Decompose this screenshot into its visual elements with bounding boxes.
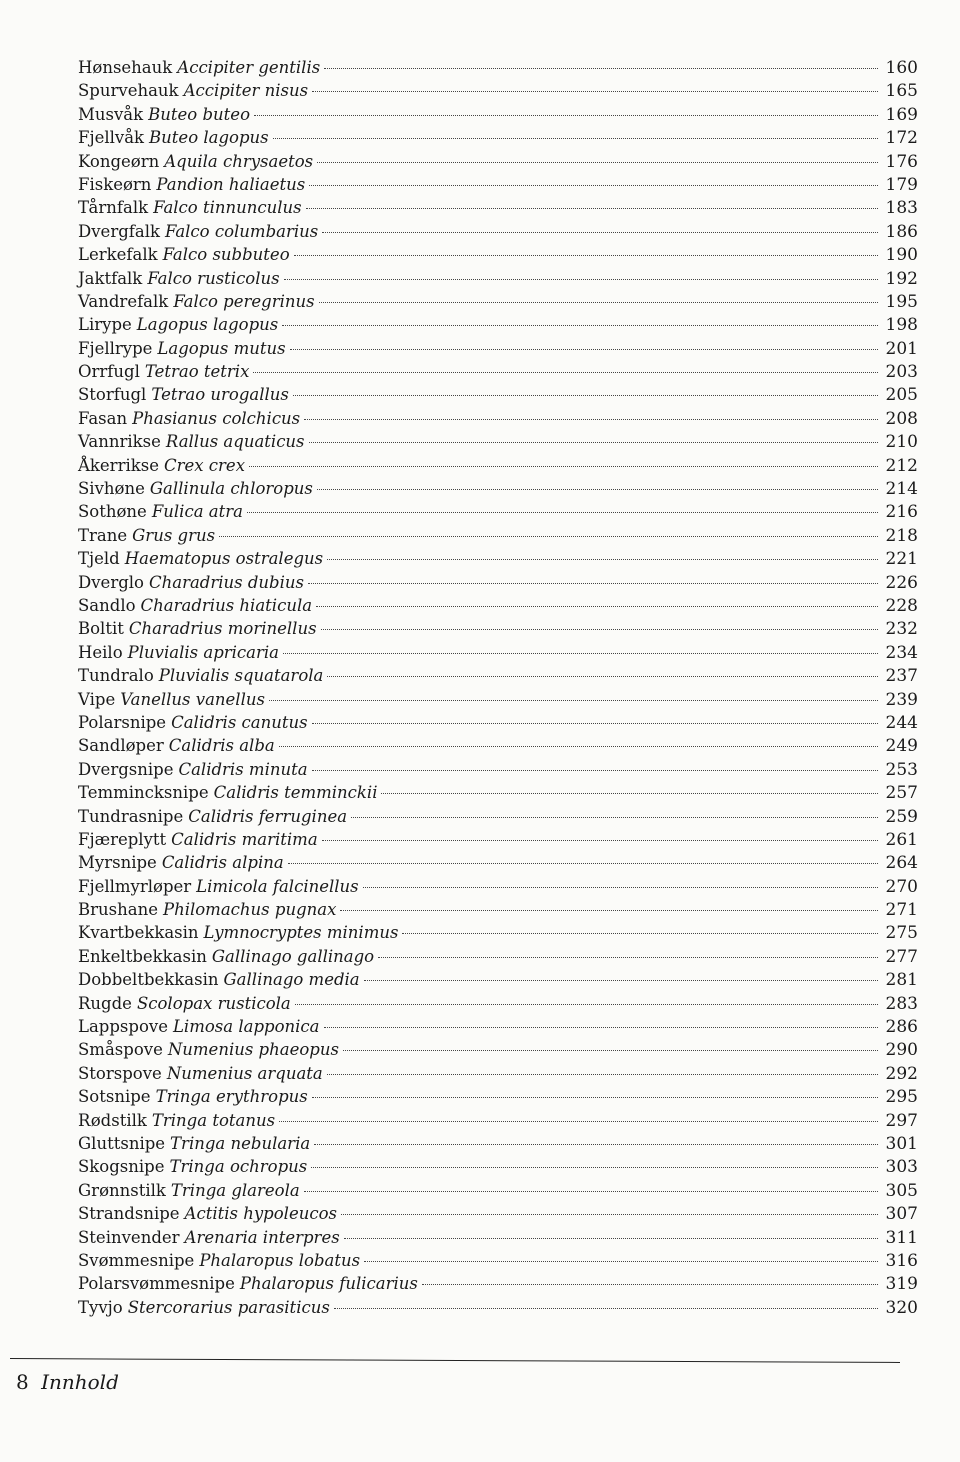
toc-entry [78, 1109, 918, 1132]
toc-dot-leader [317, 162, 878, 163]
toc-dot-leader [294, 255, 878, 256]
toc-entry-page-number: 271 [885, 900, 918, 921]
toc-entry-scientific-name: Calidris temminckii [213, 783, 378, 803]
toc-dot-leader [316, 606, 878, 607]
toc-dot-leader [327, 676, 878, 677]
toc-entry-name: Hønsehauk [78, 58, 173, 77]
toc-entry-name: Trane [78, 525, 128, 545]
toc-entry [78, 243, 918, 266]
toc-entry-name: Temmincksnipe [78, 783, 209, 803]
toc-entry-scientific-name: Crex crex [163, 455, 245, 475]
table-of-contents [78, 56, 918, 1319]
toc-entry-scientific-name: Falco rusticolus [147, 268, 280, 288]
toc-entry-name: Tårnfalk [78, 198, 149, 218]
toc-dot-leader [306, 208, 878, 209]
toc-entry-page-number: 283 [885, 993, 918, 1014]
toc-entry [78, 1038, 918, 1061]
toc-entry-page-number: 281 [885, 970, 918, 991]
toc-dot-leader [311, 1167, 878, 1168]
toc-entry-page-number: 261 [885, 829, 918, 850]
toc-entry [78, 992, 918, 1015]
toc-entry-name: Sotsnipe [78, 1087, 151, 1107]
toc-entry-name: Vandrefalk [78, 291, 169, 311]
toc-entry-scientific-name: Scolopax rusticola [136, 993, 291, 1013]
toc-dot-leader [273, 138, 878, 139]
toc-entry [78, 1296, 918, 1319]
toc-entry-name: Sandløper [78, 736, 164, 756]
toc-entry-name: Vannrikse [78, 432, 161, 452]
toc-entry-name: Rugde [78, 993, 132, 1013]
toc-dot-leader [290, 349, 878, 350]
toc-entry-scientific-name: Charadrius hiaticula [140, 595, 313, 615]
toc-entry-name: Svømmesnipe [78, 1250, 195, 1270]
toc-entry-page-number: 160 [885, 58, 918, 78]
toc-entry-page-number: 179 [885, 174, 918, 195]
toc-entry [78, 407, 918, 430]
toc-entry-page-number: 214 [885, 479, 918, 500]
toc-entry-name: Brushane [78, 900, 158, 920]
toc-entry-scientific-name: Phalaropus fulicarius [239, 1274, 418, 1294]
toc-entry [78, 383, 918, 406]
toc-entry-scientific-name: Lymnocryptes minimus [203, 923, 399, 943]
toc-entry [78, 150, 918, 173]
toc-dot-leader [247, 512, 878, 513]
toc-entry-scientific-name: Calidris maritima [171, 829, 318, 849]
toc-entry-name: Dvergsnipe [78, 759, 174, 779]
toc-entry-name: Skogsnipe [78, 1157, 165, 1177]
toc-entry-scientific-name: Pandion haliaetus [156, 174, 306, 194]
toc-entry-page-number: 311 [885, 1227, 918, 1248]
toc-entry-page-number: 169 [885, 104, 918, 125]
toc-entry-name: Lappspove [78, 1017, 168, 1037]
toc-entry-scientific-name: Limosa lapponica [172, 1017, 320, 1037]
toc-dot-leader [344, 1238, 878, 1239]
toc-entry-page-number: 239 [885, 689, 918, 710]
toc-entry-page-number: 264 [885, 853, 918, 874]
toc-entry-page-number: 286 [885, 1017, 918, 1038]
toc-dot-leader [282, 325, 878, 326]
toc-entry-scientific-name: Tringa totanus [151, 1110, 276, 1130]
toc-entry [78, 1249, 918, 1272]
toc-dot-leader [327, 1074, 878, 1075]
toc-entry-page-number: 228 [885, 595, 918, 616]
toc-dot-leader [284, 279, 878, 280]
toc-entry-name: Sothøne [78, 502, 147, 522]
toc-entry-name: Dvergfalk [78, 221, 160, 241]
toc-entry-scientific-name: Stercorarius parasiticus [127, 1297, 330, 1317]
toc-entry-page-number: 216 [885, 502, 918, 523]
toc-entry-name: Gluttsnipe [78, 1133, 166, 1153]
toc-entry-name: Polarsnipe [78, 712, 167, 732]
toc-entry-name: Fasan [78, 408, 128, 428]
toc-entry-scientific-name: Pluvialis apricaria [127, 642, 280, 662]
toc-entry-scientific-name: Charadrius dubius [148, 572, 304, 592]
toc-entry-page-number: 290 [885, 1040, 918, 1061]
toc-entry-name: Fjellrype [78, 338, 153, 358]
toc-dot-leader [381, 793, 878, 794]
toc-entry-name: Spurvehauk [78, 81, 179, 101]
toc-entry-page-number: 295 [885, 1087, 918, 1108]
toc-dot-leader [293, 395, 878, 396]
toc-entry [78, 1272, 918, 1295]
toc-entry-page-number: 210 [885, 432, 918, 453]
toc-entry-scientific-name: Tringa nebularia [170, 1133, 311, 1153]
toc-dot-leader [219, 536, 878, 537]
toc-entry [78, 1155, 918, 1178]
toc-entry [78, 126, 918, 149]
toc-entry-name: Dverglo [78, 572, 144, 592]
toc-dot-leader [319, 302, 878, 303]
toc-entry-page-number: 232 [885, 619, 918, 640]
toc-dot-leader [322, 840, 878, 841]
toc-entry-scientific-name: Accipiter gentilis [177, 58, 321, 77]
toc-entry [78, 360, 918, 383]
toc-entry-page-number: 192 [885, 268, 918, 289]
page-footer [16, 1370, 119, 1394]
toc-entry-page-number: 212 [885, 455, 918, 476]
toc-entry-scientific-name: Falco tinnunculus [153, 198, 302, 218]
toc-entry [78, 290, 918, 313]
toc-entry-scientific-name: Calidris alpina [161, 853, 284, 873]
toc-entry [78, 173, 918, 196]
toc-entry-scientific-name: Pluvialis squatarola [158, 666, 324, 686]
toc-entry-name: Småspove [78, 1040, 163, 1060]
toc-dot-leader [351, 817, 878, 818]
toc-entry [78, 711, 918, 734]
toc-entry [78, 875, 918, 898]
toc-entry-page-number: 165 [885, 81, 918, 102]
toc-dot-leader [312, 91, 878, 92]
toc-entry-name: Fjellmyrløper [78, 876, 192, 896]
toc-entry [78, 220, 918, 243]
toc-entry-scientific-name: Vanellus vanellus [120, 689, 265, 709]
toc-entry [78, 500, 918, 523]
footer-rule [10, 1358, 900, 1363]
toc-dot-leader [324, 68, 878, 69]
toc-entry-name: Myrsnipe [78, 853, 157, 873]
toc-entry [78, 758, 918, 781]
toc-entry-name: Fjellvåk [78, 128, 145, 148]
toc-entry-scientific-name: Fulica atra [151, 502, 243, 522]
toc-dot-leader [312, 770, 878, 771]
toc-entry-page-number: 270 [885, 876, 918, 897]
toc-entry-scientific-name: Buteo buteo [148, 104, 251, 124]
toc-dot-leader [422, 1284, 878, 1285]
toc-dot-leader [283, 653, 878, 654]
toc-entry-scientific-name: Buteo lagopus [149, 128, 269, 148]
toc-entry-scientific-name: Limicola falcinellus [196, 876, 359, 896]
toc-entry-page-number: 203 [885, 362, 918, 383]
toc-entry-scientific-name: Tringa erythropus [155, 1087, 308, 1107]
toc-entry [78, 267, 918, 290]
toc-entry-page-number: 205 [885, 385, 918, 406]
toc-entry-page-number: 218 [885, 525, 918, 546]
toc-entry-scientific-name: Phalaropus lobatus [199, 1250, 361, 1270]
toc-dot-leader [295, 1004, 878, 1005]
toc-dot-leader [312, 1097, 878, 1098]
toc-entry-page-number: 257 [885, 783, 918, 804]
toc-entry-page-number: 307 [885, 1204, 918, 1225]
toc-entry [78, 1015, 918, 1038]
toc-dot-leader [308, 583, 878, 584]
toc-entry-scientific-name: Calidris ferruginea [188, 806, 348, 826]
toc-dot-leader [364, 1261, 878, 1262]
toc-entry-scientific-name: Rallus aquaticus [165, 432, 305, 452]
toc-dot-leader [269, 700, 878, 701]
toc-dot-leader [324, 1027, 879, 1028]
toc-entry [78, 664, 918, 687]
toc-entry-name: Tjeld [78, 549, 120, 569]
toc-entry-scientific-name: Tringa ochropus [169, 1157, 308, 1177]
toc-dot-leader [341, 1214, 878, 1215]
toc-entry-scientific-name: Haematopus ostralegus [124, 549, 324, 569]
toc-entry-name: Vipe [78, 689, 116, 709]
toc-entry-page-number: 259 [885, 806, 918, 827]
toc-entry-page-number: 297 [885, 1110, 918, 1131]
toc-dot-leader [343, 1050, 878, 1051]
toc-dot-leader [322, 232, 878, 233]
toc-entry-name: Tyvjo [78, 1297, 123, 1317]
toc-entry [78, 571, 918, 594]
toc-entry-page-number: 244 [885, 712, 918, 733]
toc-entry-page-number: 226 [885, 572, 918, 593]
toc-entry-scientific-name: Aquila chrysaetos [164, 151, 314, 171]
toc-entry [78, 594, 918, 617]
toc-entry-page-number: 221 [885, 549, 918, 570]
toc-entry-scientific-name: Calidris canutus [171, 712, 308, 732]
toc-entry [78, 1085, 918, 1108]
toc-entry [78, 688, 918, 711]
toc-entry [78, 734, 918, 757]
toc-entry-scientific-name: Numenius arquata [166, 1063, 323, 1083]
toc-entry-scientific-name: Tetrao urogallus [151, 385, 289, 405]
toc-entry-name: Grønnstilk [78, 1180, 166, 1200]
toc-entry [78, 477, 918, 500]
toc-entry-scientific-name: Charadrius morinellus [128, 619, 317, 639]
toc-entry-name: Boltit [78, 619, 124, 639]
toc-entry-name: Storfugl [78, 385, 147, 405]
footer-page-number: 8 [16, 1370, 29, 1394]
toc-entry [78, 1132, 918, 1155]
toc-dot-leader [340, 910, 878, 911]
toc-entry-page-number: 277 [885, 946, 918, 967]
toc-entry [78, 547, 918, 570]
toc-dot-leader [253, 372, 878, 373]
toc-entry-name: Sandlo [78, 595, 136, 615]
toc-entry-page-number: 190 [885, 245, 918, 266]
toc-entry-page-number: 305 [885, 1180, 918, 1201]
toc-entry [78, 617, 918, 640]
toc-dot-leader [279, 746, 878, 747]
toc-dot-leader [254, 115, 878, 116]
toc-entry [78, 313, 918, 336]
toc-entry-name: Jaktfalk [78, 268, 143, 288]
toc-entry [78, 1202, 918, 1225]
toc-entry-scientific-name: Phasianus colchicus [132, 408, 301, 428]
toc-entry-page-number: 234 [885, 642, 918, 663]
toc-entry-name: Enkeltbekkasin [78, 946, 207, 966]
toc-entry-name: Steinvender [78, 1227, 180, 1247]
toc-entry-scientific-name: Arenaria interpres [184, 1227, 340, 1247]
toc-entry [78, 828, 918, 851]
toc-dot-leader [321, 629, 878, 630]
toc-dot-leader [312, 723, 878, 724]
toc-entry-name: Kongeørn [78, 151, 160, 171]
toc-entry-page-number: 253 [885, 759, 918, 780]
toc-dot-leader [309, 442, 878, 443]
toc-entry-scientific-name: Gallinago gallinago [211, 946, 375, 966]
toc-entry-page-number: 201 [885, 338, 918, 359]
toc-entry-page-number: 198 [885, 315, 918, 336]
toc-entry-page-number: 316 [885, 1250, 918, 1271]
toc-entry [78, 805, 918, 828]
toc-entry-name: Sivhøne [78, 479, 145, 499]
toc-entry-scientific-name: Calidris alba [168, 736, 275, 756]
toc-entry-page-number: 172 [885, 128, 918, 149]
toc-dot-leader [304, 419, 878, 420]
toc-entry-scientific-name: Lagopus mutus [157, 338, 286, 358]
toc-entry [78, 898, 918, 921]
toc-entry-name: Tundralo [78, 666, 154, 686]
toc-entry-name: Lerkefalk [78, 245, 158, 265]
toc-entry-page-number: 320 [885, 1297, 918, 1318]
toc-entry [78, 945, 918, 968]
toc-entry-name: Fiskeørn [78, 174, 152, 194]
toc-entry-name: Orrfugl [78, 362, 140, 382]
toc-entry-scientific-name: Philomachus pugnax [162, 900, 337, 920]
toc-entry-name: Lirype [78, 315, 132, 335]
toc-dot-leader [249, 466, 878, 467]
toc-entry [78, 103, 918, 126]
toc-entry [78, 196, 918, 219]
toc-entry-scientific-name: Falco peregrinus [173, 291, 315, 311]
toc-entry-name: Strandsnipe [78, 1204, 180, 1224]
toc-entry [78, 1062, 918, 1085]
toc-entry-name: Musvåk [78, 104, 144, 124]
toc-entry-name: Dobbeltbekkasin [78, 970, 219, 990]
toc-entry [78, 56, 918, 79]
toc-entry [78, 921, 918, 944]
toc-entry-name: Åkerrikse [78, 455, 159, 475]
toc-entry-scientific-name: Falco columbarius [164, 221, 319, 241]
toc-entry-scientific-name: Grus grus [132, 525, 216, 545]
toc-entry-scientific-name: Gallinula chloropus [149, 479, 313, 499]
toc-dot-leader [288, 863, 878, 864]
toc-entry-scientific-name: Gallinago media [223, 970, 360, 990]
toc-entry-page-number: 303 [885, 1157, 918, 1178]
toc-entry-page-number: 195 [885, 291, 918, 312]
toc-entry-page-number: 292 [885, 1063, 918, 1084]
toc-entry [78, 454, 918, 477]
toc-entry-page-number: 186 [885, 221, 918, 242]
toc-entry-page-number: 208 [885, 408, 918, 429]
toc-entry-scientific-name: Numenius phaeopus [167, 1040, 339, 1060]
toc-entry [78, 79, 918, 102]
toc-dot-leader [378, 957, 878, 958]
toc-entry-scientific-name: Calidris minuta [178, 759, 308, 779]
toc-dot-leader [279, 1121, 878, 1122]
footer-section-label: Innhold [41, 1370, 119, 1394]
toc-dot-leader [363, 887, 878, 888]
toc-entry-page-number: 301 [885, 1133, 918, 1154]
toc-dot-leader [334, 1308, 878, 1309]
toc-entry-name: Kvartbekkasin [78, 923, 199, 943]
toc-dot-leader [304, 1191, 878, 1192]
toc-entry-page-number: 183 [885, 198, 918, 219]
toc-entry-page-number: 249 [885, 736, 918, 757]
toc-entry [78, 968, 918, 991]
toc-entry-scientific-name: Accipiter nisus [183, 81, 309, 101]
toc-entry-scientific-name: Lagopus lagopus [136, 315, 279, 335]
toc-entry [78, 851, 918, 874]
toc-entry-name: Rødstilk [78, 1110, 147, 1130]
toc-dot-leader [317, 489, 878, 490]
toc-entry-scientific-name: Tringa glareola [170, 1180, 300, 1200]
toc-entry-page-number: 319 [885, 1274, 918, 1295]
toc-entry [78, 337, 918, 360]
toc-dot-leader [314, 1144, 878, 1145]
toc-entry [78, 1226, 918, 1249]
toc-entry-name: Heilo [78, 642, 123, 662]
toc-dot-leader [402, 933, 878, 934]
toc-dot-leader [309, 185, 878, 186]
toc-entry-page-number: 237 [885, 666, 918, 687]
toc-entry-name: Fjæreplytt [78, 829, 167, 849]
toc-entry-name: Storspove [78, 1063, 162, 1083]
toc-entry-page-number: 176 [885, 151, 918, 172]
toc-dot-leader [327, 559, 878, 560]
toc-dot-leader [364, 980, 878, 981]
toc-entry [78, 430, 918, 453]
toc-entry [78, 524, 918, 547]
toc-entry [78, 641, 918, 664]
toc-entry-scientific-name: Tetrao tetrix [144, 362, 250, 382]
toc-entry [78, 1179, 918, 1202]
toc-entry-scientific-name: Falco subbuteo [162, 245, 290, 265]
toc-entry-page-number: 275 [885, 923, 918, 944]
toc-entry-name: Polarsvømmesnipe [78, 1274, 235, 1294]
toc-entry [78, 781, 918, 804]
toc-entry-scientific-name: Actitis hypoleucos [184, 1204, 337, 1224]
toc-entry-name: Tundrasnipe [78, 806, 184, 826]
